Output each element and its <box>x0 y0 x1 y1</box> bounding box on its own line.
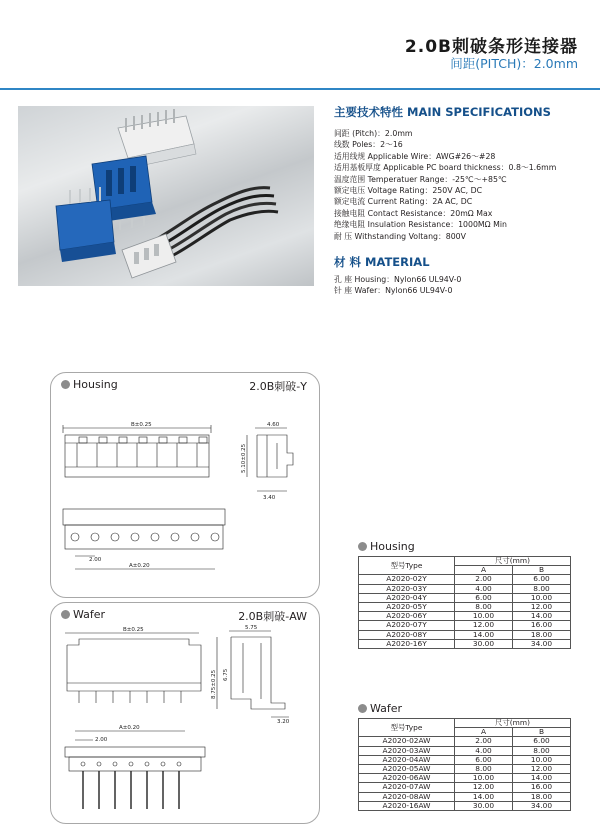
table-row: A2020-03AW 4.00 8.00 <box>359 746 571 755</box>
table-header-type: 型号Type <box>359 557 455 575</box>
page-subtitle: 间距(PITCH)：2.0mm <box>450 56 578 71</box>
spec-item: 接触电阻 Contact Resistance：20mΩ Max <box>334 208 493 218</box>
table-row: A2020-05AW 8.00 12.00 <box>359 764 571 773</box>
spec-item: 适用线规 Applicable Wire：AWG#26～#28 <box>334 151 496 161</box>
product-photo <box>18 106 314 286</box>
wafer-side-view <box>211 625 290 725</box>
table-row: A2020-06AW 10.00 14.00 <box>359 774 571 783</box>
dim-h1-label: 8.75±0.25 <box>211 669 217 699</box>
specifications-heading: 主要技术特性 MAIN SPECIFICATIONS <box>334 105 551 119</box>
wafer-model-name: 2.0B刺破-AW <box>238 610 307 623</box>
table-row: A2020-08AW 14.00 18.00 <box>359 792 571 801</box>
spec-item: 线数 Poles：2～16 <box>334 140 403 150</box>
housing-drawing-panel <box>50 372 320 598</box>
wafer-drawing-label: Wafer <box>61 608 105 621</box>
bullet-icon <box>358 542 367 551</box>
table-header-a: A <box>455 566 513 575</box>
dim-depth-label: 5.75 <box>245 625 258 631</box>
spec-item: 额定电流 Current Rating：2A AC, DC <box>334 197 473 207</box>
dim-b-label: B±0.25 <box>123 627 144 633</box>
table-row: A2020-16AW 30.00 34.00 <box>359 801 571 810</box>
housing-side-view <box>241 422 293 501</box>
spec-item: 间距 (Pitch)：2.0mm <box>334 129 413 138</box>
table-header-size: 尺寸(mm) <box>455 557 571 566</box>
table-row: A2020-07Y 12.00 16.00 <box>359 621 571 630</box>
table-row: A2020-05Y 8.00 12.00 <box>359 602 571 611</box>
table-row: A2020-08Y 14.00 18.00 <box>359 630 571 639</box>
housing-drawing-label: Housing <box>61 378 118 391</box>
table-header-a: A <box>455 728 513 737</box>
dim-b-label: B±0.25 <box>131 422 152 428</box>
spec-item: 耐 压 Withstanding Voltang：800V <box>334 231 466 241</box>
wafer-table-label: Wafer <box>358 702 402 715</box>
wafer-bottom-view <box>65 725 205 809</box>
wafer-drawing-panel <box>50 602 320 824</box>
housing-dimensions-table <box>358 556 571 649</box>
material-list <box>334 274 461 297</box>
housing-model-name: 2.0B刺破-Y <box>249 380 307 393</box>
dim-foot-label: 3.20 <box>277 719 290 725</box>
table-row: A2020-04AW 6.00 10.00 <box>359 755 571 764</box>
table-row: A2020-02AW 2.00 6.00 <box>359 737 571 746</box>
material-item: 孔 座 Housing：Nylon66 UL94V-0 <box>334 275 462 284</box>
dim-h2-label: 6.75 <box>223 668 229 681</box>
header-divider <box>0 88 600 90</box>
table-row: A2020-06Y 10.00 14.00 <box>359 612 571 621</box>
bullet-icon <box>358 704 367 713</box>
dim-a-label: A±0.20 <box>119 725 140 731</box>
table-row: A2020-04Y 6.00 10.00 <box>359 593 571 602</box>
material-heading: 材 料 MATERIAL <box>334 255 430 269</box>
wafer-front-view <box>65 627 201 703</box>
table-header-type: 型号Type <box>359 719 455 737</box>
dim-depth-label: 4.60 <box>267 422 280 428</box>
dim-pitch-label: 2.00 <box>89 557 102 563</box>
dim-height-label: 5.10±0.25 <box>241 443 247 473</box>
housing-front-view <box>63 422 211 477</box>
housing-bottom-view <box>63 509 225 569</box>
spec-item: 温度范围 Temperatuer Range：-25℃～+85℃ <box>334 174 507 184</box>
spec-item: 适用基板厚度 Applicable PC board thickness：0.8～1.6mm <box>334 163 557 173</box>
spec-item: 额定电压 Voltage Rating：250V AC, DC <box>334 186 483 196</box>
specifications-list <box>334 128 594 242</box>
table-row: A2020-16Y 30.00 34.00 <box>359 639 571 648</box>
table-header-b: B <box>513 566 571 575</box>
material-item: 针 座 Wafer：Nylon66 UL94V-0 <box>334 286 453 296</box>
table-row: A2020-03Y 4.00 8.00 <box>359 584 571 593</box>
table-row: A2020-07AW 12.00 16.00 <box>359 783 571 792</box>
table-header-size: 尺寸(mm) <box>455 719 571 728</box>
housing-table-label: Housing <box>358 540 415 553</box>
spec-item: 绝缘电阻 Insulation Resistance：1000MΩ Min <box>334 220 507 230</box>
table-header-b: B <box>513 728 571 737</box>
dim-base-label: 3.40 <box>263 495 276 501</box>
dim-a-label: A±0.20 <box>129 563 150 569</box>
table-row: A2020-02Y 2.00 6.00 <box>359 575 571 584</box>
page-title: 2.0B刺破条形连接器 <box>404 37 578 57</box>
wafer-dimensions-table <box>358 718 571 811</box>
dim-pitch-label: 2.00 <box>95 737 108 743</box>
